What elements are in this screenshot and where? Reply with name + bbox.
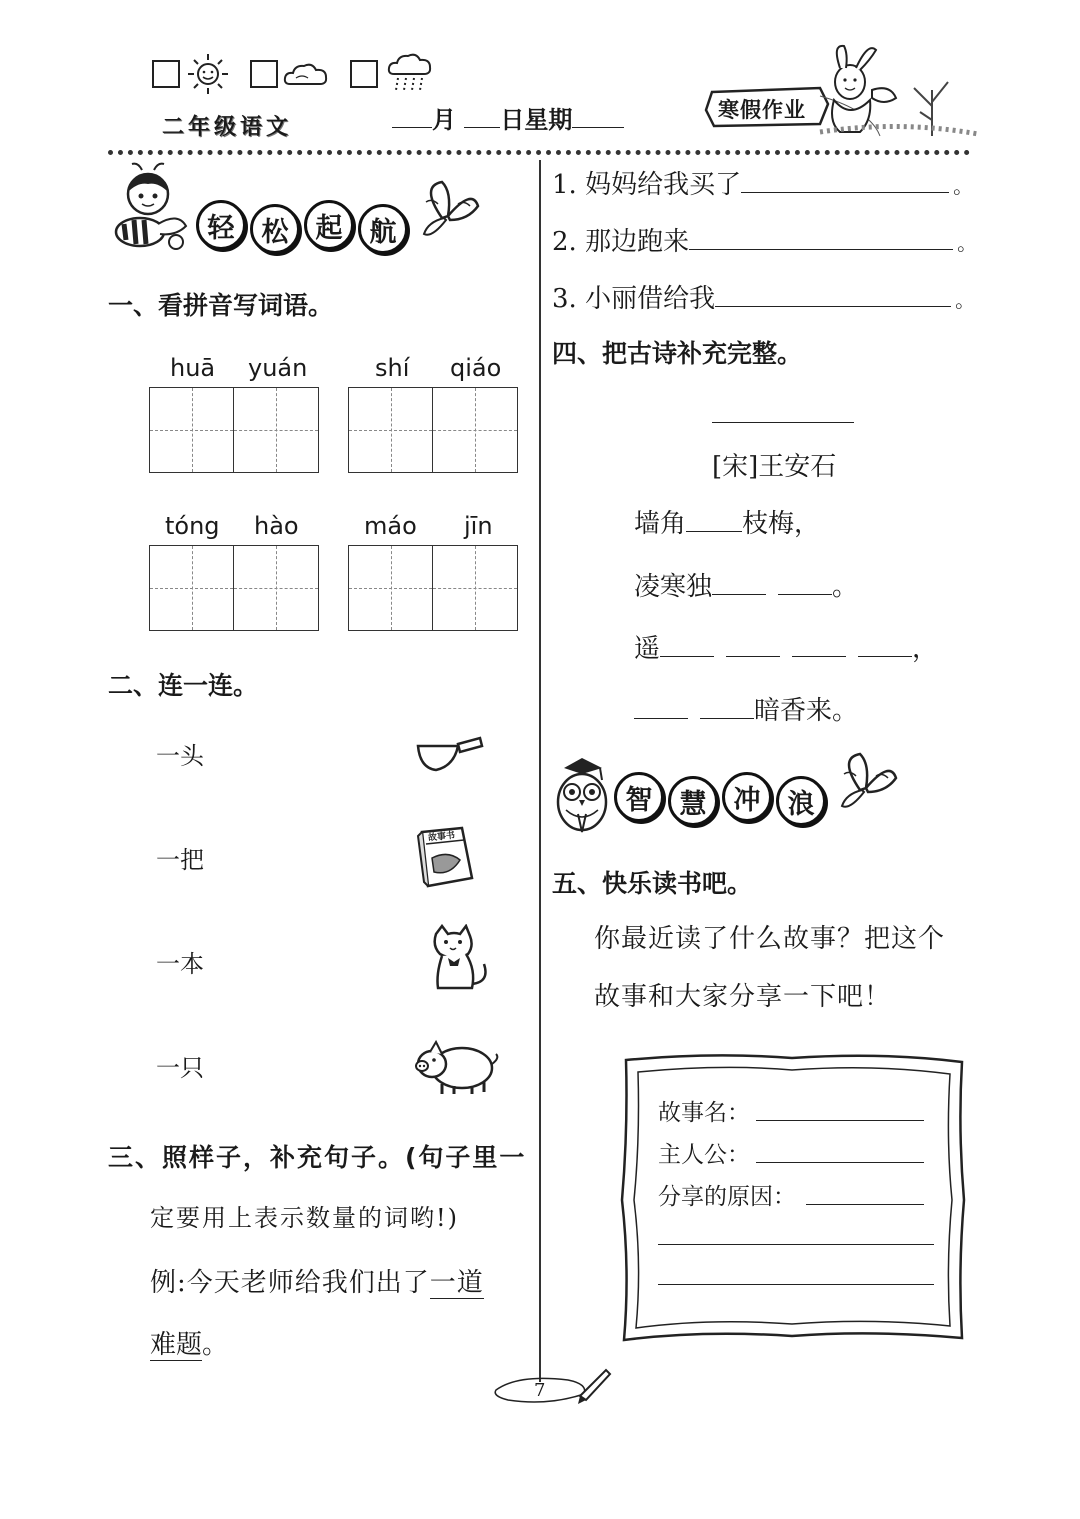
winter-homework-banner xyxy=(700,40,980,140)
day-week-label: 日星期 xyxy=(500,105,573,134)
q3-answer-2[interactable] xyxy=(689,249,953,250)
book-title-text: 故事书 xyxy=(427,830,456,844)
grid-cell[interactable] xyxy=(349,388,433,472)
measure-word-3[interactable]: 一只 xyxy=(156,1054,204,1082)
q3-item-2-text: 2. 那边跑来 xyxy=(552,227,690,257)
header-divider xyxy=(108,150,970,155)
banner1-char-0: 轻 xyxy=(196,200,246,250)
poem-line-3 xyxy=(634,628,938,665)
q3-example-noun: 难题 xyxy=(150,1330,203,1360)
story-name-blank[interactable] xyxy=(756,1120,924,1121)
subject-label: 二年级语文 xyxy=(162,115,293,140)
q5-prompt-line2: 故事和大家分享一下吧！ xyxy=(594,982,892,1012)
q3-answer-1[interactable] xyxy=(741,192,949,193)
poem-blank-3d[interactable] xyxy=(858,656,912,657)
card-field-label-0: 故事名： xyxy=(658,1100,750,1126)
q5-prompt-line1: 你最近读了什么故事？把这个 xyxy=(594,924,946,954)
q3-example-line2 xyxy=(150,1324,228,1361)
banner1-char-1: 松 xyxy=(250,204,300,254)
writing-grid-4[interactable] xyxy=(348,545,518,631)
weekday-blank[interactable] xyxy=(572,127,624,128)
poem-line-3-end: ， xyxy=(912,634,939,664)
page-number-swoosh xyxy=(488,1366,612,1410)
butterfly-icon xyxy=(830,750,898,818)
poem-line-2 xyxy=(634,566,858,603)
q3-example-prefix: 例:今天老师给我们出了 xyxy=(150,1268,430,1298)
rain-cloud-icon xyxy=(386,52,434,92)
owl-icon xyxy=(552,754,614,834)
q3-item-1-text: 1. 妈妈给我买了 xyxy=(552,170,742,200)
poem-line-1 xyxy=(634,503,820,540)
card-field-protagonist xyxy=(658,1136,750,1169)
poem-blank-3c[interactable] xyxy=(792,656,846,657)
reason-blank-line-3[interactable] xyxy=(658,1284,934,1285)
writing-grid-3[interactable] xyxy=(149,545,319,631)
column-divider xyxy=(539,160,541,1382)
grid-cell[interactable] xyxy=(150,546,234,630)
poem-line-3a: 遥 xyxy=(634,634,661,664)
q3-example-measure: 一道 xyxy=(429,1268,484,1298)
poem-author: [宋]王安石 xyxy=(712,452,837,482)
q3-item-2-period: 。 xyxy=(957,231,978,255)
writing-grid-1[interactable] xyxy=(149,387,319,473)
q3-item-1 xyxy=(552,164,973,201)
knife-icon[interactable] xyxy=(414,734,484,774)
poem-blank-3b[interactable] xyxy=(726,656,780,657)
measure-word-1[interactable]: 一把 xyxy=(156,846,204,874)
bee-girl-icon xyxy=(108,162,192,254)
poem-title-blank[interactable] xyxy=(712,422,854,423)
poem-line-1a: 墙角 xyxy=(634,509,687,539)
pinyin-3a: tóng xyxy=(165,512,220,540)
pinyin-1a: huā xyxy=(170,354,216,382)
poem-blank-4b[interactable] xyxy=(700,718,754,719)
date-line xyxy=(392,100,624,135)
month-label: 月 xyxy=(432,105,456,134)
q3-title-line1: 三、照样子，补充句子。(句子里一 xyxy=(108,1143,527,1172)
grid-cell[interactable] xyxy=(433,546,517,630)
writing-grid-2[interactable] xyxy=(348,387,518,473)
q1-title: 一、看拼音写词语。 xyxy=(108,291,334,320)
card-field-label-1: 主人公： xyxy=(658,1142,750,1168)
reason-blank-line-2[interactable] xyxy=(658,1244,934,1245)
poem-line-1b: 枝梅， xyxy=(742,509,821,539)
storybook-icon[interactable] xyxy=(414,824,478,890)
grid-cell[interactable] xyxy=(234,546,318,630)
grid-cell[interactable] xyxy=(433,388,517,472)
weather-checkbox-rainy[interactable] xyxy=(350,60,378,88)
q3-item-2 xyxy=(552,221,977,258)
card-field-reason xyxy=(658,1178,796,1211)
pinyin-3b: hào xyxy=(254,512,299,540)
grid-cell[interactable] xyxy=(234,388,318,472)
q3-item-3 xyxy=(552,278,975,315)
banner1-char-3: 航 xyxy=(358,204,408,254)
pinyin-2a: shí xyxy=(375,354,410,382)
banner2-char-0: 智 xyxy=(614,772,664,822)
card-field-story-name xyxy=(658,1094,750,1127)
pinyin-2b: qiáo xyxy=(450,354,502,382)
butterfly-icon xyxy=(412,178,480,246)
month-blank[interactable] xyxy=(392,127,432,128)
q5-title: 五、快乐读书吧。 xyxy=(552,869,753,898)
poem-blank-1[interactable] xyxy=(686,531,742,532)
banner2-char-3: 浪 xyxy=(776,776,826,826)
pinyin-4b: jīn xyxy=(464,512,493,540)
page-number: 7 xyxy=(534,1380,546,1401)
reason-blank[interactable] xyxy=(806,1204,924,1205)
q3-answer-3[interactable] xyxy=(715,306,951,307)
q3-item-1-period: 。 xyxy=(953,174,974,198)
q3-item-3-period: 。 xyxy=(955,288,976,312)
q3-title-line2: 定要用上表示数量的词哟!) xyxy=(150,1204,460,1232)
q4-title: 四、把古诗补充完整。 xyxy=(552,339,803,368)
banner1-char-2: 起 xyxy=(304,200,354,250)
cloud-icon xyxy=(282,58,330,90)
poem-blank-2a[interactable] xyxy=(712,594,766,595)
grid-cell[interactable] xyxy=(150,388,234,472)
poem-line-2-end: 。 xyxy=(832,572,859,602)
poem-line-2a: 凌寒独 xyxy=(634,572,713,602)
cat-icon[interactable] xyxy=(428,924,492,994)
poem-blank-3a[interactable] xyxy=(660,656,714,657)
pig-icon[interactable] xyxy=(412,1036,502,1096)
q3-example-line xyxy=(150,1262,484,1299)
pinyin-4a: máo xyxy=(364,512,417,540)
sun-icon xyxy=(186,52,230,96)
weather-checkbox-sunny[interactable] xyxy=(152,60,180,88)
day-blank[interactable] xyxy=(464,127,500,128)
card-field-label-2: 分享的原因： xyxy=(658,1184,796,1210)
q3-example-end: 。 xyxy=(202,1330,229,1360)
weather-checkbox-cloudy[interactable] xyxy=(250,60,278,88)
banner2-char-1: 慧 xyxy=(668,776,718,826)
q2-title: 二、连一连。 xyxy=(108,671,259,700)
banner2-char-2: 冲 xyxy=(722,772,772,822)
measure-word-2[interactable]: 一本 xyxy=(156,950,204,978)
banner-label: 寒假作业 xyxy=(718,98,806,122)
pinyin-1b: yuán xyxy=(248,354,308,382)
q3-item-3-text: 3. 小丽借给我 xyxy=(552,284,716,314)
poem-blank-4a[interactable] xyxy=(634,718,688,719)
poem-line-4-end: 暗香来。 xyxy=(754,696,859,726)
grid-cell[interactable] xyxy=(349,546,433,630)
poem-blank-2b[interactable] xyxy=(778,594,832,595)
measure-word-0[interactable]: 一头 xyxy=(156,742,204,770)
poem-line-4 xyxy=(634,690,858,727)
protagonist-blank[interactable] xyxy=(756,1162,924,1163)
